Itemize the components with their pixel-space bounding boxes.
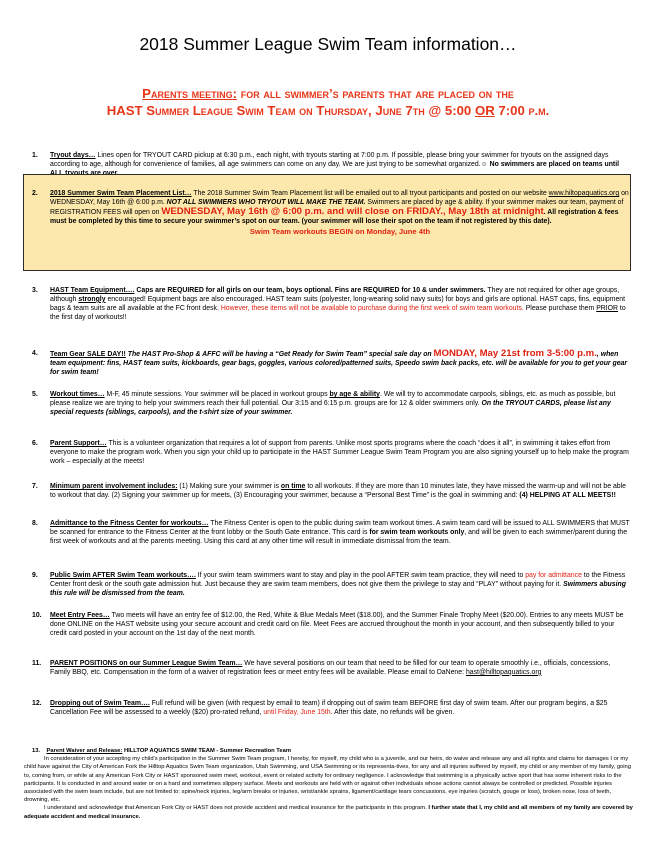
section-number: 8. [32,520,38,527]
waiver-heading: Parent Waiver and Release: [46,748,123,754]
section-number: 2. [32,190,38,197]
section-dropping-out [32,700,630,718]
section-text-bold: . All registration & fees must be completed by this time to secure your swimmer’s spot on our team. (your swimmer will lose their spot on the team if not registered by this date). [50,208,619,225]
section-heading: PARENT POSITIONS on our Summer League Swim Team… [50,660,243,667]
section-number: 10. [32,612,42,619]
section-number: 4. [32,350,38,357]
section-workout-times [32,391,630,418]
section-text-bold: No swimmers are placed on teams until [489,160,620,168]
section-text: This is a volunteer organization that requires a lot of support from parents. Unlike most sports programs where the coach “does it all”, in swimming it takes effort from everyone to make the program work. When you sign your child up to participate in the HAST Summer League Swim Team Program you are also signing yourself up to help make the program work – especially at the meets! [50,440,629,465]
section-text: to all workouts. If they are more than 10 minutes late, they have missed the warm-up and will not be able to workout that day. (2) Signing your swimmer up for meets, (3) Encouraging your swimmer, because a “Personal Best Time” is the goal in swimming and: [50,483,626,499]
section-number: 1. [32,152,38,159]
waiver-subheading: HILLTOP AQUATICS SWIM TEAM - Summer Recreation Team [122,748,292,754]
parent-waiver-section [24,747,634,821]
section-parent-positions [32,660,630,678]
section-text-bold: (4) HELPING AT ALL MEETS!! [519,491,616,499]
section-heading: 2018 Summer Swim Team Placement List… [50,190,192,197]
waiver-text: I understand and acknowledge that American Fork City or HAST does not provide accident and medical insurance for the participants in this program. [44,805,429,812]
section-text: to the first day of workouts!! [50,304,626,321]
section-number: 7. [32,483,38,490]
sale-date: MONDAY, May 21st from 3-5:00 p.m. [433,348,597,359]
parents-meeting-line-2 [0,103,656,118]
section-heading: Minimum parent involvement includes: [50,483,178,490]
section-number: 5. [32,391,38,398]
waiver-text-bold: I further state that I, my child and all members of my family are covered by adequate accident and medical insurance. [24,805,633,820]
section-text-emphasis: on time [280,483,306,490]
section-text-emphasis: by age & ability [329,391,380,398]
section-text-bold-italic: Swimmers abusing this rule will be dismissed from the team. [50,580,626,597]
section-text: (1) Making sure your swimmer is [177,483,281,490]
section-text-bold-italic: The HAST Pro-Shop & AFFC will be having a “Get Ready for Swim Team” special sale day on [125,351,434,358]
section-text-bold: for swim team workouts only [369,528,465,536]
section-text-bold-italic: , when team equipment: fins, HAST team suits, kickboards, gear bags, goggles, various colored/patterned suits, Speedo swim back packs, etc. will be available for you to get your gear for swim team! [50,351,628,376]
section-heading: Workout times… [50,391,105,398]
parents-meeting-text-1: for all swimmer’s parents that are placed on the [237,86,514,101]
section-heading: Meet Entry Fees… [50,612,110,619]
section-text: They are not required for other age groups, although [50,287,620,303]
email-link[interactable]: hast@hilltopaquatics.org [465,668,542,676]
section-text: , and will be given to each swimmer/parent during the first week of workouts and at the parents meeting. Using this card at any other time will result in immediate dismissal from the team. [50,528,628,545]
section-heading: Admittance to the Fitness Center for workouts… [50,520,209,527]
section-text: We have several positions on our team that need to be filled for our team to operate smoothly i.e., officials, concessions, Family BBQ, etc. Compensation in the form of a waiver of registration fees or meet entry fees will be available. Please email to DaNene: [50,660,611,676]
section-heading: HAST Team Equipment…. [50,287,135,294]
section-number: 11. [32,660,42,667]
registration-dates: WEDNESDAY, May 16th @ 6:00 p.m. and will close on FRIDAY., May 18th at midnight [161,205,544,217]
parents-meeting-line-1 [0,86,656,101]
section-heading: Parent Support… [50,440,107,447]
section-text: . After this date, no refunds will be given. [330,708,455,716]
section-heading: Dropping out of Swim Team…. [50,700,150,707]
waiver-paragraph-2 [24,804,634,820]
section-text-red: However, these items will not be available to purchase during the first week of swim team workouts. [220,304,524,312]
page-title: 2018 Summer League Swim Team information… [139,34,517,54]
parents-meeting-or: OR [474,103,495,118]
section-text-emphasis: strongly [78,295,106,303]
section-text-bold-italic: NOT ALL SWIMMERS WHO TRYOUT WILL MAKE THE TEAM. [166,198,366,206]
section-public-swim [32,572,630,599]
section-heading: Team Gear SALE DAY!! [50,351,126,358]
section-heading: Public Swim AFTER Swim Team workouts…. [50,572,196,579]
section-parent-support [32,440,630,467]
section-text: Swimmers are placed by age & ability. If your swimmer makes our team, payment of REGISTRATION FEES will open on [50,198,624,216]
workouts-begin-notice: Swim Team workouts BEGIN on Monday, June 4th [249,226,431,236]
section-text: The 2018 Summer Swim Team Placement list will be emailed out to all tryout participants and posted on our website [191,190,549,197]
waiver-paragraph-1: In consideration of your accepting my child’s participation in the Summer Swim Team program, I hereby, for myself, my child who is a juvenile, and our heirs, do waive and release any and all rights and claims for damages I or my child have against the City of American Fork the Hilltop Aquatics Swim Team organization, Utah Swimming, and USA Swimming or its representa-tives, for any and all injuries suffered by myself, my child or any member of my family, going to, coming from, or while at any American Fork City or HAST sponsored swim meet, workout, event or related activity for ordinary negligence. I acknowledge that swimming is a physically active sport that has some inherent risks to the participants. It is conducted in and around water or on a hard and sometimes slippery surface. Meets and workouts are held with or against other individuals whose actions cannot always be controlled or predicted. Possible injuries associated with the swim team include, but are not limited to: spine/neck injuries, leg/arm breaks or injuries, wrist/ankle sprains, ligament/cartilage tears concussions, eye injuries (scratch, gouge or loss), broken nose, loss of teeth, drowning, etc. [24,756,631,804]
section-number: 12. [32,700,42,707]
section-meet-entry-fees [32,612,630,639]
section-text: If your swim team swimmers want to stay and play in the pool AFTER swim team practice, they will need to [195,572,526,579]
section-heading: Tryout days… [50,152,96,159]
section-team-gear-sale [32,350,630,378]
section-team-equipment [32,287,630,323]
section-placement-list [32,190,630,237]
parents-meeting-label: Parents meeting: [142,86,238,101]
section-text: Two meets will have an entry fee of $12.00, the Red, White & Blue Medals Meet ($18.00), and the Summer Finale Trophy Meet ($20.00). Entries to any meets MUST be done ONLINE on the HAST website using your secure account and credit card on file. Meet Fees are accrued throughout the month in your account, and then subsequently billed to your credit card posted in your account on the 1st day of the next month. [50,612,624,637]
website-link[interactable]: www.hiltopaquatics.org [548,190,620,197]
section-text: Please purchase them [523,304,597,312]
section-parent-involvement [32,483,630,501]
section-text: M-F, 45 minute sessions. Your swimmer will be placed in workout groups [104,391,330,398]
section-number: 6. [32,440,38,447]
section-text-bold-italic: On the TRYOUT CARDS, please list any special requests (siblings, carpools), and the t-shirt size of your swimmer. [50,399,611,416]
section-number: 3. [32,287,38,294]
parents-meeting-text-2b: 7:00 p.m. [494,103,550,118]
section-text-red: until Friday, June 15th [263,708,331,716]
section-text: . We will try to accommodate carpools, siblings, etc. as much as possible, but please realize we are trying to help your swimmers reach their full potential. Our 3:15 and 6:15 p.m. groups are for 12 & older swimmers only. [50,391,616,407]
section-fitness-center [32,520,630,547]
parents-meeting-text-2a: HAST Summer League Swim Team on Thursday, June 7th @ 5:00 [106,103,475,118]
section-text-bold: Caps are REQUIRED for all girls on our team, boys optional. Fins are REQUIRED for 10 & under swimmers. [134,287,486,294]
section-text: Full refund will be given (with request by email to team) if dropping out of swim team BEFORE first day of swim team. After our program begins, a $25 Cancellation Fee will be assessed to a weekly ($20) pro-rated refund, [50,700,608,716]
section-text: Lines open for TRYOUT CARD pickup at 6:30 p.m., each night, with tryouts starting at 7:00 p.m. If possible, please bring your swimmer for tryouts on the assigned days according to age, although for convenience of families, all age swimmers can come on any day. We are just trying to be somewhat organized.☺ [50,152,609,168]
section-text-underline: PRIOR [596,304,619,312]
section-text: The Fitness Center is open to the public during swim team workout times. A swim team card will be issued to ALL SWIMMERS that MUST be scanned for entrance to the Fitness Center at the front lobby or the South Gate entrance. This card is [50,520,630,536]
section-text-red: pay for admittance [525,572,582,579]
section-text: on WEDNESDAY, May 16th @ 6:00 p.m. [50,190,629,206]
section-text: encouraged! Equipment bags are also encouraged. HAST team suits (polyester, long-wearing solid navy suits) for boys and girls are optional. HAST caps, fins, equipment bags & team suits are all available at the FC front desk. [50,295,626,312]
section-number: 9. [32,572,38,579]
waiver-number: 13. [32,748,41,754]
section-text: to the Fitness Center front desk or the south gate admission hut. Just because they are swim team members, does not give them the privilege to stay and “PLAY” without paying for it. [50,572,626,588]
